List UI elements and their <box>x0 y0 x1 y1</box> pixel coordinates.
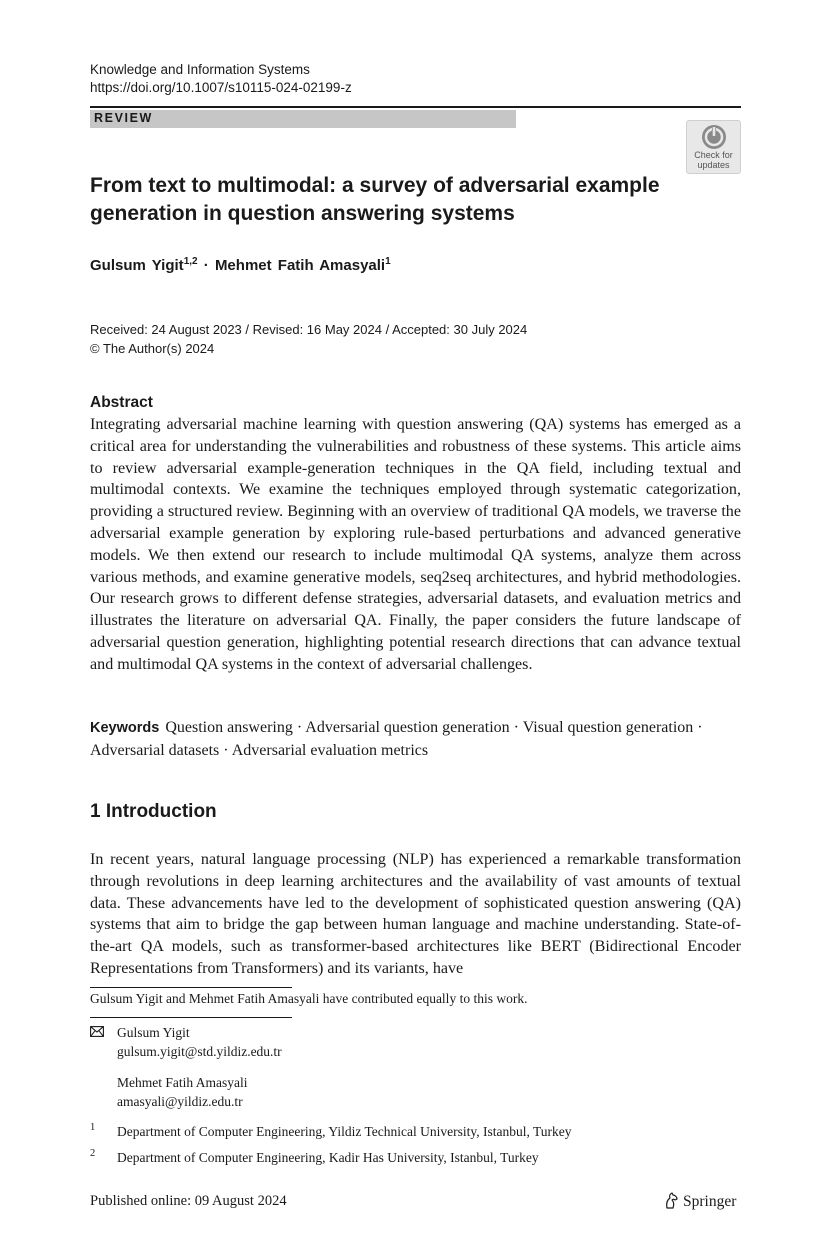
journal-name: Knowledge and Information Systems <box>90 62 310 77</box>
title-line: From text to multimodal: a survey of adversarial example <box>90 174 660 197</box>
published-online-date: Published online: 09 August 2024 <box>90 1193 287 1209</box>
corresponding-contacts <box>90 1024 282 1111</box>
affiliation-number: 1 <box>90 1122 96 1133</box>
abstract-heading: Abstract <box>90 394 153 411</box>
envelope-icon <box>90 1026 104 1037</box>
affiliation <box>90 1149 539 1167</box>
doi-link[interactable]: https://doi.org/10.1007/s10115-024-02199-z <box>90 80 352 95</box>
check-updates-text-1: Check for <box>694 150 733 160</box>
publisher-logo <box>662 1191 736 1211</box>
author-name[interactable]: Gulsum Yigit <box>90 257 184 274</box>
article-type-bar <box>90 110 516 128</box>
contact-email[interactable]: gulsum.yigit@std.yildiz.edu.tr <box>117 1043 282 1059</box>
footnote-rule <box>90 987 292 988</box>
author-affiliation-marker: 1 <box>385 256 391 267</box>
article-title <box>90 172 690 228</box>
introduction-text: In recent years, natural language processing (NLP) has experienced a remarkable transformation through revolutions in deep learning architectures and the availability of vast amounts of textual data. These advancements have led to the development of sophisticated question answering (QA) systems that aim to bridge the gap between human language and machine understanding. State-of-the-art QA models, such as transformer-based architectures like BERT (Bidirectional Encoder Representations from Transformers) and its variants, have <box>90 851 741 977</box>
author-separator: · <box>203 257 209 274</box>
affiliation-number: 2 <box>90 1148 96 1159</box>
affiliation-text: Department of Computer Engineering, Yildiz Technical University, Istanbul, Turkey <box>117 1124 572 1139</box>
affiliation <box>90 1123 571 1141</box>
equal-contribution-footnote: Gulsum Yigit and Mehmet Fatih Amasyali have contributed equally to this work. <box>90 991 528 1006</box>
keywords-label: Keywords <box>90 720 160 736</box>
article-type-label: REVIEW <box>94 111 153 125</box>
springer-horse-icon <box>662 1191 680 1209</box>
author-list <box>90 256 391 274</box>
author-affiliation-marker: 1,2 <box>183 256 198 267</box>
keywords-text: Question answering · Adversarial question generation · Visual question generation · Adversarial datasets · Adversarial evaluation metrics <box>90 719 703 759</box>
received-revised-accepted: Received: 24 August 2023 / Revised: 16 May 2024 / Accepted: 30 July 2024 <box>90 322 528 337</box>
title-line: generation in question answering systems <box>90 202 515 225</box>
contact-name: Mehmet Fatih Amasyali <box>117 1075 248 1090</box>
check-updates-text-2: updates <box>697 160 730 170</box>
contact-name: Gulsum Yigit <box>117 1025 190 1040</box>
check-for-updates-badge[interactable] <box>686 120 741 174</box>
journal-header <box>90 61 352 97</box>
keywords <box>90 717 741 761</box>
contact-email[interactable]: amasyali@yildiz.edu.tr <box>117 1093 243 1109</box>
article-history <box>90 320 527 358</box>
check-updates-icon <box>701 124 727 150</box>
abstract-text: Integrating adversarial machine learning with question answering (QA) systems has emerged as a critical area for understanding the vulnerabilities and robustness of these systems. This article aims to review adversarial example-generation techniques in the QA field, including textual and multimodal contexts. We examine the techniques employed through systematic categorization, providing a structured review. Beginning with an overview of traditional QA models, we traverse the adversarial example generation by exploring rule-based perturbations and advanced generative models. We then extend our research to include multimodal QA systems, analyze them across various methods, and examine generative models, seq2seq architectures, and hybrid methodologies. Our research grows to different defense strategies, adversarial datasets, and evaluation metrics and illustrates the literature on adversarial QA. Finally, the paper considers the future landscape of adversarial question generation, highlighting potential research directions that can advance textual and multimodal QA systems in the context of adversarial challenges. <box>90 416 741 673</box>
affiliation-text: Department of Computer Engineering, Kadir Has University, Istanbul, Turkey <box>117 1150 539 1165</box>
publisher-name: Springer <box>683 1193 737 1210</box>
copyright-line: © The Author(s) 2024 <box>90 341 215 356</box>
section-heading-introduction: 1 Introduction <box>90 801 217 822</box>
author-name[interactable]: Mehmet Fatih Amasyali <box>214 257 386 274</box>
header-rule <box>90 106 741 108</box>
contact-rule <box>90 1017 292 1018</box>
